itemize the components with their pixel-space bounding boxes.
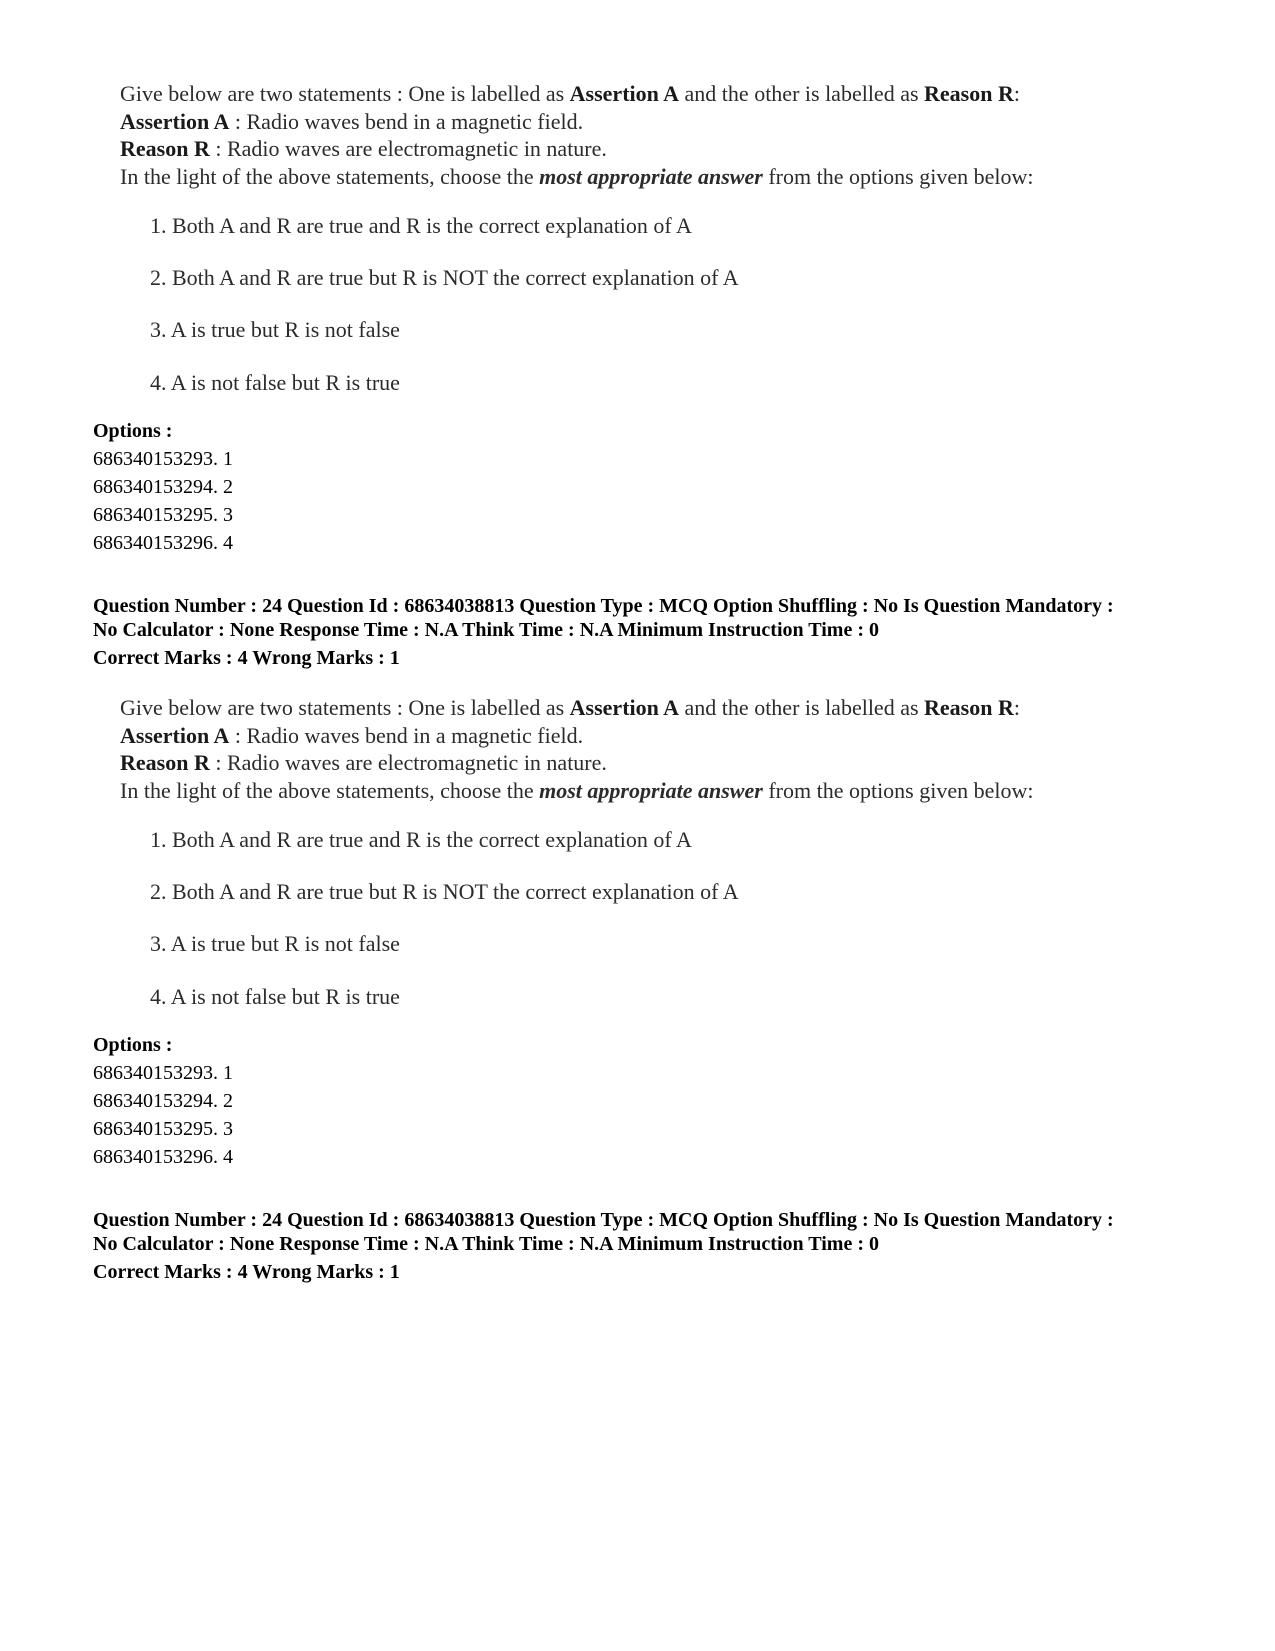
- option-line-1: 686340153293. 1: [93, 1062, 233, 1084]
- option-line-2: 686340153294. 2: [93, 476, 233, 498]
- instruction-line: In the light of the above statements, choose the most appropriate answer from the options given below:: [120, 777, 1034, 803]
- option-line-4: 686340153296. 4: [93, 532, 233, 554]
- meta-line-3: Correct Marks : 4 Wrong Marks : 1: [93, 1261, 400, 1283]
- option-line-2: 686340153294. 2: [93, 1090, 233, 1112]
- option-line-4: 686340153296. 4: [93, 1146, 233, 1168]
- option-line-3: 686340153295. 3: [93, 504, 233, 526]
- statement-intro: Give below are two statements : One is labelled as Assertion A and the other is labelled as Reason R:: [120, 695, 1020, 720]
- meta-line-1: Question Number : 24 Question Id : 68634038813 Question Type : MCQ Option Shuffling : No Is Question Mandatory :: [93, 595, 1114, 617]
- reason-line: Reason R : Radio waves are electromagnetic in nature.: [120, 136, 607, 161]
- meta-line-3: Correct Marks : 4 Wrong Marks : 1: [93, 647, 400, 669]
- choice-2: 2. Both A and R are true but R is NOT the correct explanation of A: [150, 265, 739, 290]
- choice-3: 3. A is true but R is not false: [150, 931, 400, 956]
- meta-line-2: No Calculator : None Response Time : N.A Think Time : N.A Minimum Instruction Time : 0: [93, 1233, 879, 1255]
- choice-4: 4. A is not false but R is true: [150, 370, 400, 395]
- reason-line: Reason R : Radio waves are electromagnetic in nature.: [120, 750, 607, 775]
- statement-intro: Give below are two statements : One is labelled as Assertion A and the other is labelled as Reason R:: [120, 81, 1020, 106]
- assertion-line: Assertion A : Radio waves bend in a magnetic field.: [120, 108, 584, 134]
- choice-1: 1. Both A and R are true and R is the correct explanation of A: [150, 213, 692, 238]
- question-meta: [93, 1208, 1273, 1284]
- question-meta: [93, 594, 1273, 670]
- choice-2: 2. Both A and R are true but R is NOT the correct explanation of A: [150, 879, 739, 904]
- choice-3: 3. A is true but R is not false: [150, 317, 400, 342]
- option-line-1: 686340153293. 1: [93, 448, 233, 470]
- question-text-block: [120, 694, 1260, 804]
- instruction-line: In the light of the above statements, choose the most appropriate answer from the options given below:: [120, 163, 1034, 189]
- assertion-line: Assertion A : Radio waves bend in a magnetic field.: [120, 722, 584, 748]
- choice-1: 1. Both A and R are true and R is the correct explanation of A: [150, 827, 692, 852]
- options-heading: Options :: [93, 1034, 173, 1056]
- question-text-block: [120, 80, 1260, 190]
- options-heading: Options :: [93, 420, 173, 442]
- choice-4: 4. A is not false but R is true: [150, 984, 400, 1009]
- meta-line-2: No Calculator : None Response Time : N.A Think Time : N.A Minimum Instruction Time : 0: [93, 619, 879, 641]
- meta-line-1: Question Number : 24 Question Id : 68634038813 Question Type : MCQ Option Shuffling : No Is Question Mandatory :: [93, 1209, 1114, 1231]
- option-line-3: 686340153295. 3: [93, 1118, 233, 1140]
